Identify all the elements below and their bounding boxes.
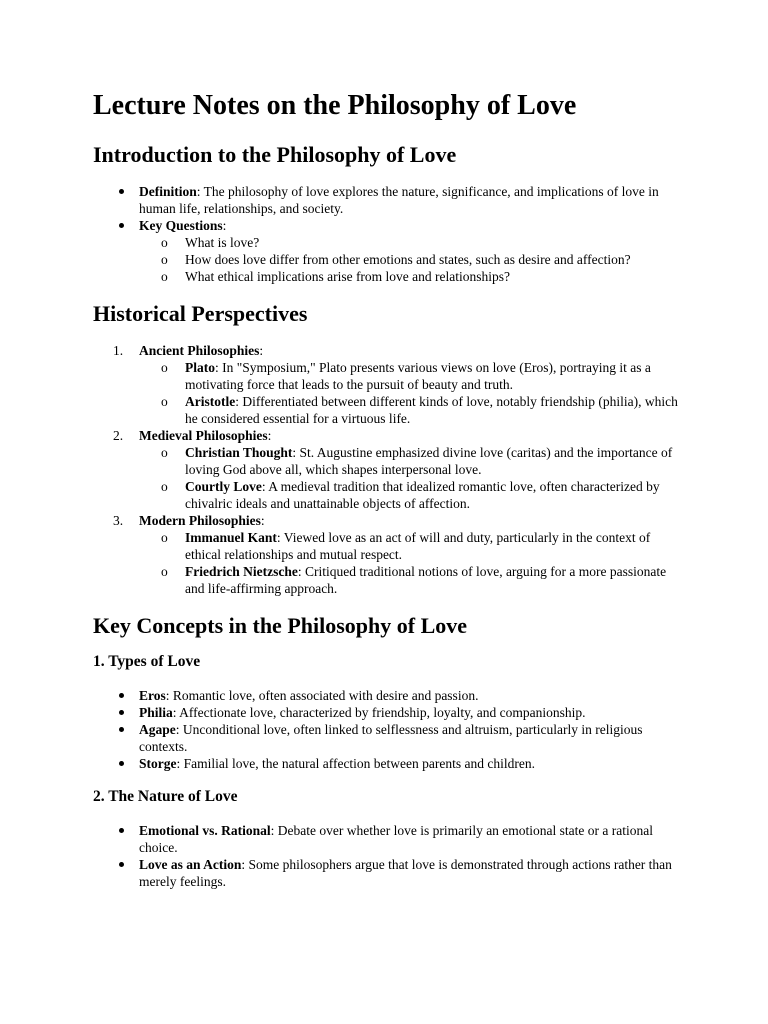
circle-marker-icon: o [161,394,168,409]
sub-list-item [139,359,683,393]
item-text: : Differentiated between different kinds of love, notably friendship (philia), which he considered essential for a virtuous life. [185,394,678,426]
list-item-modern [93,512,683,597]
item-text: : Some philosophers argue that love is demonstrated through actions rather than merely feelings. [139,857,672,889]
bullet-icon [119,862,124,867]
page-title: Lecture Notes on the Philosophy of Love [93,90,577,121]
term: Key Questions [139,218,223,233]
document-content [93,88,683,890]
term: Emotional vs. Rational [139,823,271,838]
term: Eros [139,688,166,703]
list-item [93,704,683,721]
sub-list-item [139,251,683,268]
bullet-icon [119,761,124,766]
list-item [93,822,683,856]
term: Modern Philosophies [139,513,261,528]
types-list [93,687,683,772]
list-item [93,755,683,772]
term: Philia [139,705,173,720]
item-text: : Critiqued traditional notions of love, arguing for a more passionate and life-affirming approach. [185,564,667,596]
term: Courtly Love [185,479,262,494]
bullet-icon [119,710,124,715]
item-text: : Debate over whether love is primarily an emotional state or a rational choice. [139,823,654,855]
item-text: : Unconditional love, often linked to selflessness and altruism, particularly in religious contexts. [139,722,643,754]
term: Love as an Action [139,857,242,872]
sub-list-item [139,268,683,285]
item-text: : Familial love, the natural affection between parents and children. [176,756,535,771]
historical-heading: Historical Perspectives [93,301,308,326]
bullet-icon [119,693,124,698]
term: Friedrich Nietzsche [185,564,298,579]
circle-marker-icon: o [161,269,168,284]
list-item-ancient [93,342,683,427]
colon: : [267,428,272,443]
nature-list [93,822,683,890]
term: Aristotle [185,394,236,409]
question-text: What is love? [185,235,260,250]
list-item [93,721,683,755]
sub-list-item [139,563,683,597]
medieval-sublist [139,444,683,512]
term: Agape [139,722,176,737]
key-questions-sublist [139,234,683,285]
intro-heading: Introduction to the Philosophy of Love [93,142,457,167]
modern-sublist [139,529,683,597]
definition-text: : The philosophy of love explores the nature, significance, and implications of love in human life, relationships, and society. [139,184,659,216]
list-item-medieval [93,427,683,512]
sub-list-item [139,478,683,512]
term: Definition [139,184,197,199]
circle-marker-icon: o [161,360,168,375]
circle-marker-icon: o [161,252,168,267]
term: Medieval Philosophies [139,428,268,443]
colon: : [260,513,265,528]
item-text: : Viewed love as an act of will and duty, particularly in the context of ethical relationships and mutual respect. [185,530,651,562]
bullet-icon [119,727,124,732]
circle-marker-icon: o [161,530,168,545]
list-item [93,687,683,704]
item-text: : St. Augustine emphasized divine love (caritas) and the importance of loving God above all, which shapes interpersonal love. [185,445,673,477]
list-number: 1. [113,343,124,358]
item-text: : Affectionate love, characterized by friendship, loyalty, and companionship. [172,705,586,720]
sub-list-item [139,393,683,427]
list-number: 3. [113,513,124,528]
list-item-key-questions [93,217,683,285]
item-text: : In "Symposium," Plato presents various views on love (Eros), portraying it as a motivating force that leads to the pursuit of beauty and truth. [185,360,651,392]
question-text: What ethical implications arise from love and relationships? [185,269,511,284]
term: Plato [185,360,215,375]
colon: : [259,343,264,358]
item-text: : A medieval tradition that idealized romantic love, often characterized by chivalric ideals and unattainable objects of affection. [185,479,660,511]
term: Ancient Philosophies [139,343,260,358]
bullet-icon [119,223,124,228]
sub-list-item [139,529,683,563]
sub-list-item [139,234,683,251]
bullet-icon [119,828,124,833]
sub-list-item [139,444,683,478]
question-text: How does love differ from other emotions and states, such as desire and affection? [185,252,631,267]
bullet-icon [119,189,124,194]
circle-marker-icon: o [161,564,168,579]
term: Christian Thought [185,445,293,460]
list-item-definition [93,183,683,217]
historical-list [93,342,683,597]
key-questions-text: : [222,218,227,233]
types-heading: 1. Types of Love [93,653,201,670]
ancient-sublist [139,359,683,427]
list-number: 2. [113,428,124,443]
term: Storge [139,756,177,771]
circle-marker-icon: o [161,445,168,460]
key-concepts-heading: Key Concepts in the Philosophy of Love [93,613,468,638]
intro-list [93,183,683,285]
list-item [93,856,683,890]
circle-marker-icon: o [161,235,168,250]
item-text: : Romantic love, often associated with desire and passion. [165,688,479,703]
nature-heading: 2. The Nature of Love [93,788,238,805]
term: Immanuel Kant [185,530,277,545]
circle-marker-icon: o [161,479,168,494]
